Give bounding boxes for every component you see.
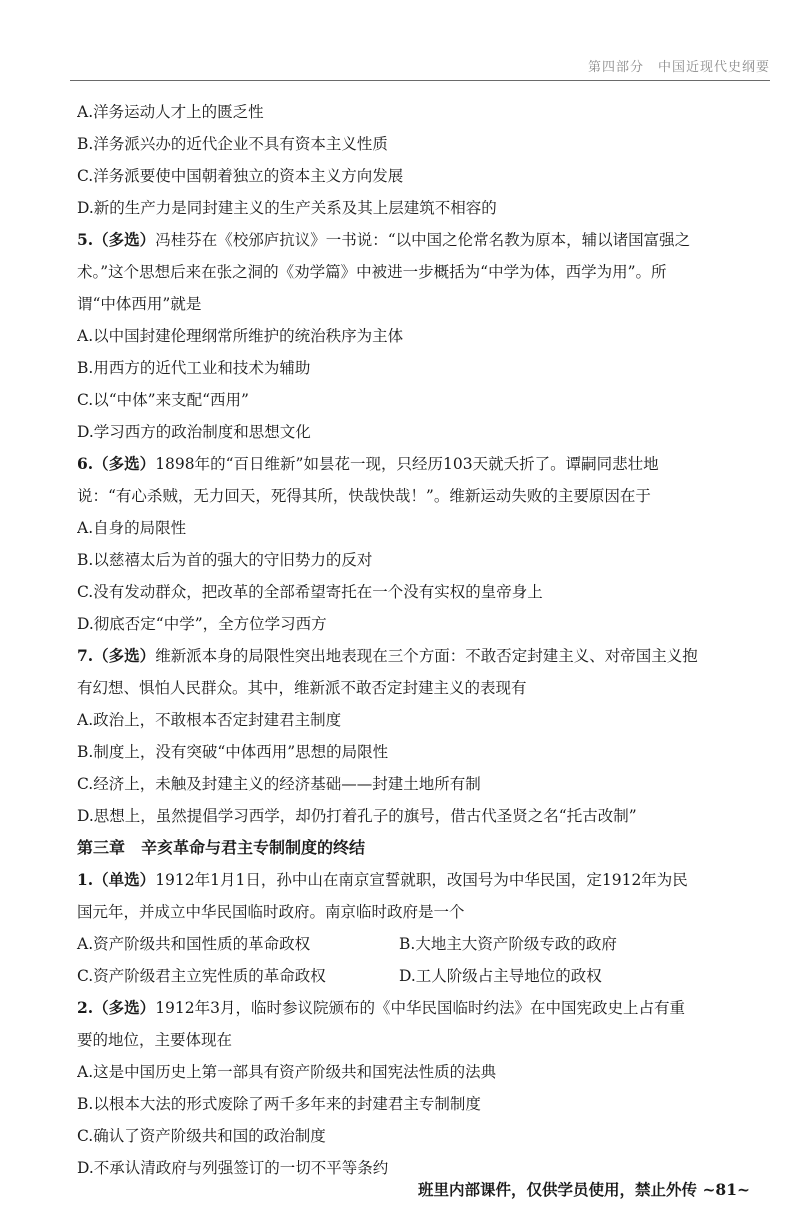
c2-option-d: D.不承认清政府与列强签订的一切不平等条约: [77, 1159, 389, 1177]
c1-options-row-1: [77, 928, 737, 960]
q6-option-b: B.以慈禧太后为首的强大的守旧势力的反对: [77, 551, 373, 569]
q5-option-a: A.以中国封建伦理纲常所维护的统治秩序为主体: [77, 327, 404, 345]
q5-stem-line-3: 谓“中体西用”就是: [77, 295, 202, 313]
c2-option-a: A.这是中国历史上第一部具有资产阶级共和国宪法性质的法典: [77, 1063, 497, 1081]
c2-stem-line-2: 要的地位，主要体现在: [77, 1031, 233, 1049]
chapter-heading: 第三章 辛亥革命与君主专制制度的终结: [77, 838, 366, 857]
q7-option-b: B.制度上，没有突破“中体西用”思想的局限性: [77, 743, 389, 761]
c2-option-b: B.以根本大法的形式废除了两千多年来的封建君主专制制度: [77, 1095, 481, 1113]
c2-stem-line-1: 2.（多选）1912年3月，临时参议院颁布的《中华民国临时约法》在中国宪政史上占有重: [77, 998, 685, 1017]
q6-option-c: C.没有发动群众，把改革的全部希望寄托在一个没有实权的皇帝身上: [77, 583, 543, 601]
q7-option-a: A.政治上，不敢根本否定封建君主制度: [77, 711, 342, 729]
c1-options-row-2: [77, 960, 737, 992]
q6-stem-line-1: 6.（多选）1898年的“百日维新”如昙花一现，只经历103天就夭折了。谭嗣同悲壮地: [77, 454, 659, 473]
q6-option-a: A.自身的局限性: [77, 519, 187, 537]
page-header: [70, 50, 770, 81]
prev-option-b: B.洋务派兴办的近代企业不具有资本主义性质: [77, 135, 388, 153]
q5-number: 5.（多选）: [77, 230, 156, 249]
running-header: 第四部分 中国近现代史纲要: [587, 60, 770, 75]
q6-option-d: D.彻底否定“中学”，全方位学习西方: [77, 615, 327, 633]
q5-option-b: B.用西方的近代工业和技术为辅助: [77, 359, 311, 377]
q7-stem-line-1: 7.（多选）维新派本身的局限性突出地表现在三个方面：不敢否定封建主义、对帝国主义抱: [77, 646, 698, 665]
q6-stem-line-2: 说：“有心杀贼，无力回天，死得其所，快哉快哉！”。维新运动失败的主要原因在于: [77, 487, 651, 505]
page-content: [77, 96, 737, 1184]
q5-option-d: D.学习西方的政治制度和思想文化: [77, 423, 311, 441]
prev-option-c: C.洋务派要使中国朝着独立的资本主义方向发展: [77, 167, 404, 185]
c1-stem-line-1: 1.（单选）1912年1月1日，孙中山在南京宣誓就职，改国号为中华民国，定1912年为民: [77, 870, 688, 889]
c1-option-a: A.资产阶级共和国性质的革命政权: [77, 935, 311, 953]
prev-option-d: D.新的生产力是同封建主义的生产关系及其上层建筑不相容的: [77, 199, 497, 217]
c1-option-b: B.大地主大资产阶级专政的政府: [399, 935, 617, 953]
c1-number: 1.（单选）: [77, 870, 156, 889]
prev-option-a: A.洋务运动人才上的匮乏性: [77, 103, 264, 121]
c1-stem-line-2: 国元年，并成立中华民国临时政府。南京临时政府是一个: [77, 903, 465, 921]
q5-option-c: C.以“中体”来支配“西用”: [77, 391, 249, 409]
q6-number: 6.（多选）: [77, 454, 156, 473]
c1-option-c: C.资产阶级君主立宪性质的革命政权: [77, 967, 326, 985]
q5-stem-line-1: 5.（多选）冯桂芬在《校邠庐抗议》一书说：“以中国之伦常名教为原本，辅以诸国富强之: [77, 230, 691, 249]
q7-option-c: C.经济上，未触及封建主义的经济基础——封建土地所有制: [77, 775, 481, 793]
q7-stem-line-2: 有幻想、惧怕人民群众。其中，维新派不敢否定封建主义的表现有: [77, 679, 527, 697]
q7-number: 7.（多选）: [77, 646, 156, 665]
c1-option-d: D.工人阶级占主导地位的政权: [399, 967, 602, 985]
q7-option-d: D.思想上，虽然提倡学习西学，却仍打着孔子的旗号，借古代圣贤之名“托古改制”: [77, 807, 637, 825]
q5-stem-line-2: 术。”这个思想后来在张之洞的《劝学篇》中被进一步概括为“中学为体，西学为用”。所: [77, 263, 667, 281]
c2-number: 2.（多选）: [77, 998, 156, 1017]
c2-option-c: C.确认了资产阶级共和国的政治制度: [77, 1127, 326, 1145]
page-footer: 班里内部课件，仅供学员使用，禁止外传 ~81~: [418, 1180, 750, 1199]
